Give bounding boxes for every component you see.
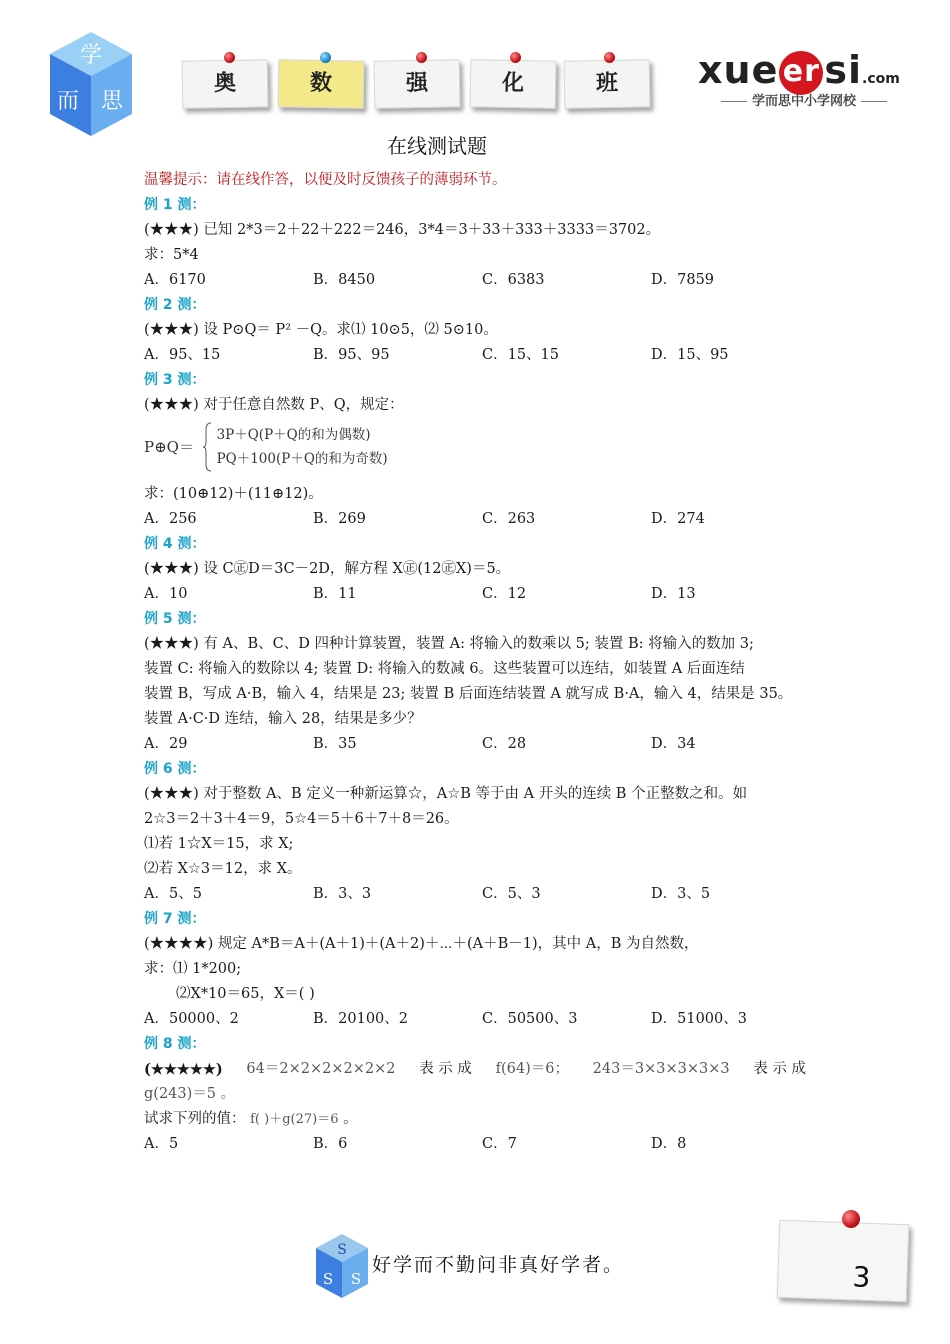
question-text: (★★★★★) 64＝2×2×2×2×2×2 表 示 成 f(64)＝6； 243＝3×3×3×3×3 表 示 成 [144, 1061, 806, 1078]
question-text: (★★★) 对于整数 A、B 定义一种新运算☆，A☆B 等于由 A 开头的连续 B 个正整数之和。如 [144, 786, 748, 802]
answer-options [144, 1007, 824, 1032]
option-d[interactable]: D．7859 [651, 272, 715, 288]
badge-letter: S [322, 1270, 334, 1288]
question-text: g(243)＝5 。 [144, 1086, 236, 1102]
option-a[interactable]: A．10 [144, 586, 188, 602]
cube-char-xue: 学 [79, 43, 103, 68]
option-c[interactable]: C．5、3 [482, 886, 541, 902]
option-b[interactable]: B．8450 [313, 272, 376, 288]
option-d[interactable]: D．34 [651, 736, 696, 752]
question-text: (★★★) 设 C㊣D＝3C－2D，解方程 X㊣(12㊣X)＝5。 [144, 561, 511, 577]
question-label: 例 6 测： [144, 761, 206, 777]
formula-case-even: 3P＋Q(P＋Q的和为偶数) [216, 427, 371, 443]
option-c[interactable]: C．28 [482, 736, 527, 752]
question-label: 例 4 测： [144, 536, 206, 552]
option-b[interactable]: B．269 [313, 511, 366, 527]
question-text: 2☆3＝2＋3＋4＝9，5☆4＝5＋6＋7＋8＝26。 [144, 811, 459, 827]
page-number-note [777, 1220, 910, 1302]
page-title: 在线测试题 [387, 134, 487, 158]
xueersi-cube-logo [48, 30, 134, 138]
question-text: (★★★) 有 A、B、C、D 四种计算装置，装置 A: 将输入的数乘以 5; 装置 B: 将输入的数加 3; [144, 636, 754, 652]
option-c[interactable]: C．15、15 [482, 347, 559, 363]
question-text: 装置 C: 将输入的数除以 4; 装置 D: 将输入的数减 6。这些装置可以连结，如装置 A 后面连结 [144, 661, 745, 677]
page-number: 3 [852, 1260, 872, 1294]
option-b[interactable]: B．3、3 [313, 886, 372, 902]
pin-icon [604, 52, 615, 63]
option-c[interactable]: C．12 [482, 586, 527, 602]
cube-char-si: 思 [100, 89, 124, 114]
question-label: 例 1 测： [144, 197, 206, 213]
question-text: (★★★) 对于任意自然数 P、Q，规定： [144, 397, 404, 413]
option-c[interactable]: C．6383 [482, 272, 545, 288]
option-a[interactable]: A．50000、2 [144, 1011, 239, 1027]
brace-icon [202, 422, 212, 472]
answer-options [144, 268, 824, 293]
tip-text: 温馨提示：请在线作答，以便及时反馈孩子的薄弱环节。 [144, 172, 507, 188]
option-b[interactable]: B．11 [313, 586, 357, 602]
badge-letter: S [350, 1270, 362, 1288]
tab-qiang[interactable]: 强 [374, 59, 461, 108]
option-a[interactable]: A．6170 [144, 272, 206, 288]
question-text: 试求下列的值： f( )＋g(27)＝6 。 [144, 1111, 358, 1127]
option-b[interactable]: B．35 [313, 736, 357, 752]
option-d[interactable]: D．8 [651, 1136, 687, 1152]
brand-wordmark: xue er si.com [698, 48, 900, 95]
question-label: 例 3 测： [144, 372, 206, 388]
question-text: ⑵X*10＝65，X＝( ) [176, 986, 315, 1002]
brand-subtitle: 学而思中小学网校 [684, 90, 924, 109]
question-label: 例 5 测： [144, 611, 206, 627]
pin-icon [842, 1210, 860, 1228]
formula-lhs: P⊕Q＝ [144, 438, 194, 456]
option-d[interactable]: D．274 [651, 511, 705, 527]
question-label: 例 7 测： [144, 911, 206, 927]
option-a[interactable]: A．29 [144, 736, 188, 752]
cube-char-er: 而 [56, 89, 80, 114]
option-d[interactable]: D．13 [651, 586, 696, 602]
option-a[interactable]: A．95、15 [144, 347, 221, 363]
option-a[interactable]: A．5、5 [144, 886, 202, 902]
question-text: 装置 A·C·D 连结，输入 28，结果是多少？ [144, 711, 422, 727]
tab-shu[interactable]: 数 [278, 59, 365, 108]
tab-ao[interactable]: 奥 [182, 59, 269, 108]
option-d[interactable]: D．3、5 [651, 886, 711, 902]
xueersi-brand-logo[interactable] [698, 48, 918, 118]
option-a[interactable]: A．5 [144, 1136, 179, 1152]
pin-icon [416, 52, 427, 63]
answer-options [144, 882, 824, 907]
sss-badge-icon [314, 1232, 370, 1300]
footer-motto: 好学而不勤问非真好学者。 [372, 1254, 625, 1276]
answer-options [144, 1132, 824, 1157]
question-text: ⑴若 1☆X＝15，求 X; [144, 836, 294, 852]
question-text: (★★★★) 规定 A*B＝A＋(A＋1)＋(A＋2)＋⋯＋(A＋B－1)，其中 A，B 为自然数， [144, 936, 699, 952]
answer-options [144, 582, 824, 607]
question-label: 例 8 测： [144, 1036, 206, 1052]
tab-ban[interactable]: 班 [564, 59, 651, 108]
option-a[interactable]: A．256 [144, 511, 197, 527]
option-c[interactable]: C．7 [482, 1136, 517, 1152]
formula-case-odd: PQ＋100(P＋Q的和为奇数) [216, 451, 388, 467]
question-text: 求：⑴ 1*200; [144, 961, 242, 977]
option-d[interactable]: D．15、95 [651, 347, 729, 363]
question-text: 装置 B，写成 A·B，输入 4，结果是 23; 装置 B 后面连结装置 A 就写成 B·A，输入 4，结果是 35。 [144, 686, 793, 702]
option-d[interactable]: D．51000、3 [651, 1011, 747, 1027]
pin-icon [510, 52, 521, 63]
question-text: ⑵若 X☆3＝12，求 X。 [144, 861, 302, 877]
pin-icon [320, 52, 331, 63]
answer-options [144, 507, 824, 532]
question-text: 求：(10⊕12)＋(11⊕12)。 [144, 486, 323, 502]
option-b[interactable]: B．95、95 [313, 347, 390, 363]
pin-icon [224, 52, 235, 63]
answer-options [144, 732, 824, 757]
tab-hua[interactable]: 化 [470, 59, 557, 108]
piecewise-formula [144, 422, 824, 472]
question-text: 求：5*4 [144, 247, 199, 263]
badge-letter: S [337, 1242, 347, 1258]
option-b[interactable]: B．20100、2 [313, 1011, 409, 1027]
option-c[interactable]: C．50500、3 [482, 1011, 578, 1027]
question-text: (★★★) 已知 2*3＝2＋22＋222＝246，3*4＝3＋33＋333＋3333＝3702。 [144, 222, 661, 238]
question-text: (★★★) 设 P⊙Q＝ P² －Q。求⑴ 10⊙5，⑵ 5⊙10。 [144, 322, 498, 338]
question-label: 例 2 测： [144, 297, 206, 313]
option-c[interactable]: C．263 [482, 511, 536, 527]
option-b[interactable]: B．6 [313, 1136, 348, 1152]
question-list [144, 168, 824, 1157]
answer-options [144, 343, 824, 368]
